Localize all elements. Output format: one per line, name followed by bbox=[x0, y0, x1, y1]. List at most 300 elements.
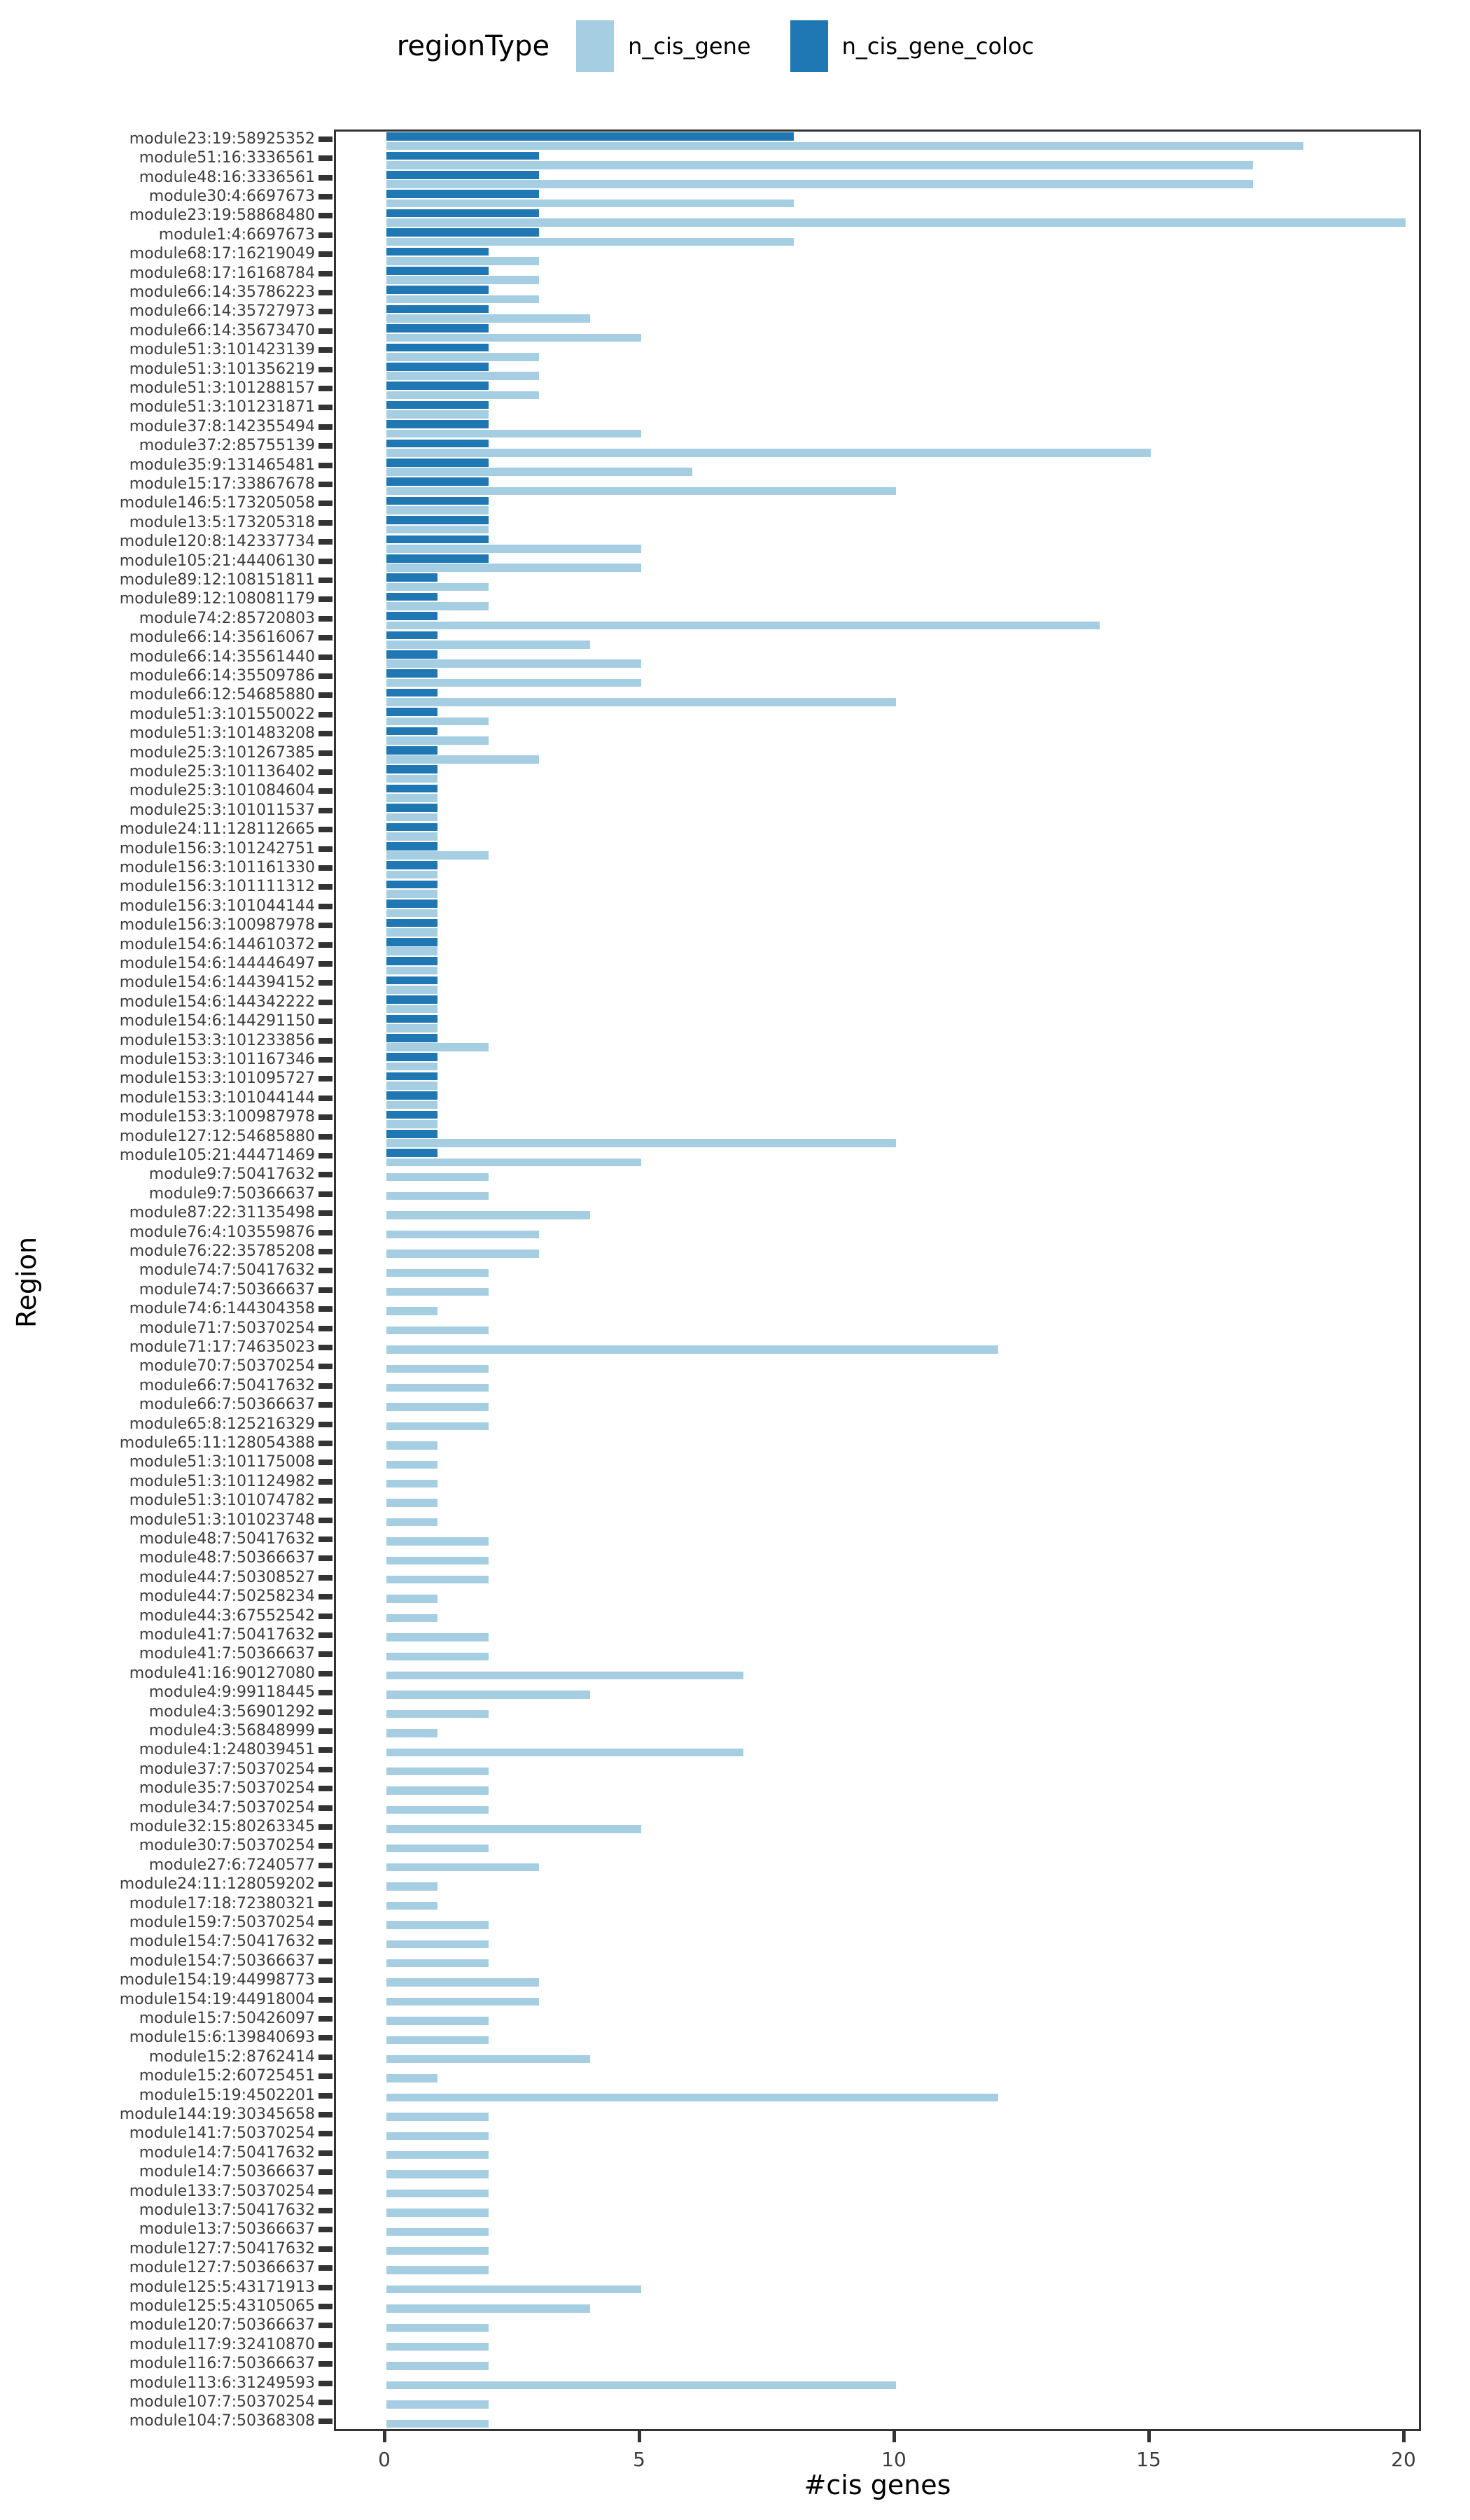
bar-n-cis-gene-coloc bbox=[386, 497, 489, 505]
y-axis-label: module154:19:44998773 bbox=[119, 1971, 315, 1989]
y-axis-label: module153:3:101233856 bbox=[119, 1031, 315, 1049]
y-axis-label: module154:6:144394152 bbox=[119, 974, 315, 992]
y-tick-mark bbox=[318, 328, 332, 334]
y-axis-label: module156:3:100987978 bbox=[119, 916, 315, 934]
bar-n-cis-gene bbox=[386, 967, 438, 975]
y-axis-label: module35:9:131465481 bbox=[129, 456, 315, 474]
y-axis-label: module74:6:144304358 bbox=[129, 1300, 315, 1318]
y-axis-label: module9:7:50417632 bbox=[148, 1166, 315, 1184]
bar-n-cis-gene bbox=[386, 679, 641, 687]
y-axis-label: module30:4:6697673 bbox=[148, 187, 315, 205]
bar-n-cis-gene bbox=[386, 1863, 539, 1872]
y-tick-mark bbox=[318, 1863, 332, 1868]
bar-n-cis-gene-coloc bbox=[386, 765, 438, 774]
bar-n-cis-gene bbox=[386, 2170, 489, 2178]
y-tick-mark bbox=[318, 1555, 332, 1561]
y-tick-mark bbox=[318, 1920, 332, 1926]
bar-n-cis-gene bbox=[386, 736, 489, 745]
bar-n-cis-gene bbox=[386, 1614, 438, 1623]
x-tick-label: 20 bbox=[1391, 2448, 1416, 2471]
bar-n-cis-gene bbox=[386, 1844, 489, 1853]
y-axis-label: module107:7:50370254 bbox=[129, 2393, 315, 2411]
y-axis-label: module51:3:101124982 bbox=[129, 1472, 315, 1490]
bar-n-cis-gene-coloc bbox=[386, 1149, 438, 1157]
y-axis-label: module117:9:32410870 bbox=[129, 2335, 315, 2353]
bar-n-cis-gene-coloc bbox=[386, 267, 489, 275]
y-tick-mark bbox=[318, 1575, 332, 1581]
bar-n-cis-gene-coloc bbox=[386, 995, 438, 1004]
y-axis-label: module15:7:50426097 bbox=[139, 2009, 315, 2027]
y-tick-mark bbox=[318, 347, 332, 353]
bar-n-cis-gene bbox=[386, 794, 438, 802]
bar-n-cis-gene bbox=[386, 2400, 489, 2409]
y-axis-label: module153:3:101044144 bbox=[119, 1088, 315, 1107]
y-axis-label: module37:2:85755139 bbox=[139, 437, 315, 455]
y-axis-label: module13:7:50366637 bbox=[139, 2220, 315, 2239]
bar-n-cis-gene bbox=[386, 180, 1253, 188]
y-tick-mark bbox=[318, 827, 332, 832]
bar-n-cis-gene bbox=[386, 1173, 489, 1182]
y-tick-mark bbox=[318, 1038, 332, 1044]
bar-n-cis-gene-coloc bbox=[386, 209, 539, 218]
y-axis-label: module15:6:139840693 bbox=[129, 2029, 315, 2047]
bar-n-cis-gene bbox=[386, 353, 539, 361]
y-tick-mark bbox=[318, 846, 332, 852]
bar-n-cis-gene-coloc bbox=[386, 1130, 438, 1138]
bar-n-cis-gene bbox=[386, 1595, 438, 1603]
bar-n-cis-gene bbox=[386, 2132, 489, 2141]
bar-n-cis-gene bbox=[386, 2343, 489, 2351]
bar-n-cis-gene-coloc bbox=[386, 420, 489, 428]
bar-n-cis-gene-coloc bbox=[386, 536, 489, 544]
bar-n-cis-gene bbox=[386, 2304, 590, 2313]
y-axis-label: module17:18:72380321 bbox=[129, 1894, 315, 1912]
y-tick-mark bbox=[318, 405, 332, 410]
y-axis-label: module48:7:50366637 bbox=[139, 1549, 315, 1567]
y-axis-label: module30:7:50370254 bbox=[139, 1837, 315, 1855]
bar-n-cis-gene bbox=[386, 1940, 489, 1949]
bar-n-cis-gene bbox=[386, 1729, 438, 1737]
y-tick-mark bbox=[318, 1364, 332, 1369]
bar-n-cis-gene bbox=[386, 238, 794, 246]
y-tick-mark bbox=[318, 1441, 332, 1446]
y-axis-label: module125:5:43105065 bbox=[129, 2297, 315, 2315]
y-axis-label: module37:8:142355494 bbox=[129, 417, 315, 435]
y-tick-mark bbox=[318, 2073, 332, 2079]
bar-n-cis-gene bbox=[386, 1690, 590, 1699]
bar-n-cis-gene-coloc bbox=[386, 708, 438, 716]
y-tick-mark bbox=[318, 559, 332, 564]
y-axis-label: module105:21:44471469 bbox=[119, 1146, 315, 1164]
bar-n-cis-gene bbox=[386, 1158, 641, 1167]
y-tick-mark bbox=[318, 539, 332, 545]
y-tick-mark bbox=[318, 1498, 332, 1504]
bar-n-cis-gene bbox=[386, 2017, 489, 2025]
y-tick-mark bbox=[318, 175, 332, 181]
y-tick-mark bbox=[318, 1345, 332, 1350]
bar-n-cis-gene bbox=[386, 583, 489, 592]
bar-n-cis-gene bbox=[386, 1024, 438, 1032]
y-tick-mark bbox=[318, 904, 332, 909]
legend-item-label: n_cis_gene_coloc bbox=[841, 33, 1035, 59]
y-axis-label: module113:6:31249593 bbox=[129, 2374, 315, 2392]
bar-n-cis-gene-coloc bbox=[386, 458, 489, 467]
y-tick-mark bbox=[318, 2418, 332, 2424]
y-axis-label: module66:7:50366637 bbox=[139, 1396, 315, 1414]
y-axis-label: module14:7:50366637 bbox=[139, 2163, 315, 2181]
bar-n-cis-gene bbox=[386, 449, 1151, 457]
bar-n-cis-gene bbox=[386, 1441, 438, 1450]
bar-n-cis-gene bbox=[386, 1633, 489, 1642]
y-axis-label: module23:19:58925352 bbox=[129, 130, 315, 148]
y-tick-mark bbox=[318, 1767, 332, 1772]
y-axis-label: module70:7:50370254 bbox=[139, 1357, 315, 1376]
y-tick-mark bbox=[318, 1191, 332, 1197]
y-tick-mark bbox=[318, 2285, 332, 2290]
y-axis-label: module144:19:30345658 bbox=[119, 2105, 315, 2123]
y-tick-mark bbox=[318, 1594, 332, 1600]
bar-n-cis-gene bbox=[386, 1307, 438, 1315]
y-tick-mark bbox=[318, 2400, 332, 2405]
y-tick-mark bbox=[318, 2112, 332, 2118]
bar-n-cis-gene bbox=[386, 1288, 489, 1296]
y-axis-label: module48:16:3336561 bbox=[139, 168, 315, 186]
bar-n-cis-gene-coloc bbox=[386, 440, 489, 448]
bar-n-cis-gene bbox=[386, 1250, 539, 1258]
x-tick-mark bbox=[1402, 2431, 1406, 2442]
bar-n-cis-gene bbox=[386, 2036, 489, 2045]
y-tick-mark bbox=[318, 2227, 332, 2232]
bar-n-cis-gene bbox=[386, 2228, 489, 2236]
y-axis-label: module51:3:101231871 bbox=[129, 398, 315, 416]
y-tick-mark bbox=[318, 2016, 332, 2022]
bar-n-cis-gene-coloc bbox=[386, 1091, 438, 1100]
y-tick-mark bbox=[318, 2208, 332, 2213]
bar-n-cis-gene bbox=[386, 2055, 590, 2064]
bar-n-cis-gene-coloc bbox=[386, 899, 438, 908]
y-tick-mark bbox=[318, 1728, 332, 1734]
y-axis-label: module125:5:43171913 bbox=[129, 2278, 315, 2296]
bar-n-cis-gene-coloc bbox=[386, 305, 489, 314]
bar-n-cis-gene bbox=[386, 755, 539, 764]
bar-n-cis-gene bbox=[386, 2266, 489, 2274]
bar-n-cis-gene-coloc bbox=[386, 612, 438, 620]
legend-title: regionType bbox=[396, 30, 550, 62]
y-axis-label: module41:16:90127080 bbox=[129, 1664, 315, 1682]
bar-n-cis-gene-coloc bbox=[386, 650, 438, 659]
y-tick-mark bbox=[318, 1824, 332, 1830]
y-tick-mark bbox=[318, 1959, 332, 1964]
y-axis-label: module66:14:35786223 bbox=[129, 283, 315, 301]
y-tick-mark bbox=[318, 1230, 332, 1236]
y-axis-label: module89:12:108081179 bbox=[119, 590, 315, 608]
y-axis-label: module4:1:248039451 bbox=[139, 1741, 315, 1759]
y-tick-mark bbox=[318, 1268, 332, 1273]
y-tick-mark bbox=[318, 808, 332, 813]
y-axis-label: module23:19:58868480 bbox=[129, 206, 315, 225]
y-axis-label: module66:14:35673470 bbox=[129, 321, 315, 340]
y-tick-mark bbox=[318, 2150, 332, 2156]
bar-n-cis-gene bbox=[386, 1192, 489, 1200]
bar-n-cis-gene bbox=[386, 1978, 539, 1987]
bar-n-cis-gene bbox=[386, 2151, 489, 2160]
y-tick-mark bbox=[318, 635, 332, 640]
y-tick-mark bbox=[318, 213, 332, 218]
x-tick-mark bbox=[1147, 2431, 1151, 2442]
x-tick-mark bbox=[383, 2431, 386, 2442]
y-axis-label: module120:7:50366637 bbox=[129, 2316, 315, 2334]
y-tick-mark bbox=[318, 1843, 332, 1849]
bar-n-cis-gene bbox=[386, 1403, 489, 1411]
y-tick-mark bbox=[318, 2304, 332, 2309]
y-axis-label: module154:6:144610372 bbox=[119, 935, 315, 953]
y-tick-mark bbox=[318, 1671, 332, 1676]
bar-n-cis-gene bbox=[386, 659, 641, 668]
x-tick-label: 0 bbox=[378, 2448, 391, 2471]
x-axis-title: #cis genes bbox=[804, 2470, 951, 2500]
y-tick-mark bbox=[318, 1306, 332, 1312]
y-axis-label: module68:17:16219049 bbox=[129, 245, 315, 263]
bar-n-cis-gene-coloc bbox=[386, 363, 489, 371]
y-tick-mark bbox=[318, 1172, 332, 1177]
bar-n-cis-gene-coloc bbox=[386, 957, 438, 965]
y-tick-mark bbox=[318, 1977, 332, 1983]
y-axis-label: module156:3:101161330 bbox=[119, 858, 315, 876]
y-tick-mark bbox=[318, 1383, 332, 1389]
y-axis-label: module27:6:7240577 bbox=[148, 1856, 315, 1874]
bar-n-cis-gene-coloc bbox=[386, 842, 438, 850]
y-axis-label: module48:7:50417632 bbox=[139, 1530, 315, 1548]
y-axis-label: module4:3:56848999 bbox=[148, 1721, 315, 1740]
bar-n-cis-gene bbox=[386, 257, 539, 265]
y-tick-mark bbox=[318, 692, 332, 698]
y-axis-label: module15:19:4502201 bbox=[139, 2086, 315, 2104]
y-axis-label: module74:7:50366637 bbox=[139, 1280, 315, 1298]
y-tick-mark bbox=[318, 980, 332, 986]
y-tick-mark bbox=[318, 1690, 332, 1695]
bar-n-cis-gene-coloc bbox=[386, 804, 438, 812]
y-tick-mark bbox=[318, 1747, 332, 1753]
bar-n-cis-gene bbox=[386, 928, 438, 937]
y-tick-mark bbox=[318, 616, 332, 622]
y-tick-mark bbox=[318, 386, 332, 391]
bar-n-cis-gene-coloc bbox=[386, 976, 438, 985]
y-tick-mark bbox=[318, 673, 332, 679]
y-axis-label: module127:7:50417632 bbox=[129, 2239, 315, 2258]
y-axis-label: module51:3:101483208 bbox=[129, 724, 315, 743]
y-tick-mark bbox=[318, 1460, 332, 1465]
y-axis-label: module127:12:54685880 bbox=[119, 1127, 315, 1145]
y-axis-label: module14:7:50417632 bbox=[139, 2143, 315, 2162]
bar-n-cis-gene bbox=[386, 1902, 438, 1910]
bar-n-cis-gene bbox=[386, 410, 489, 419]
y-tick-mark bbox=[318, 290, 332, 295]
n-cis-gene-coloc-swatch-icon bbox=[790, 20, 828, 72]
bar-n-cis-gene bbox=[386, 468, 692, 476]
y-tick-mark bbox=[318, 1901, 332, 1907]
y-axis-label: module105:21:44406130 bbox=[119, 552, 315, 570]
y-axis-label: module51:3:101023748 bbox=[129, 1511, 315, 1529]
y-axis-label: module9:7:50366637 bbox=[148, 1184, 315, 1203]
bar-n-cis-gene-coloc bbox=[386, 1072, 438, 1081]
bar-n-cis-gene-coloc bbox=[386, 631, 438, 640]
bar-n-cis-gene-coloc bbox=[386, 593, 438, 601]
bar-n-cis-gene-coloc bbox=[386, 785, 438, 793]
bar-n-cis-gene-coloc bbox=[386, 573, 438, 582]
bar-n-cis-gene bbox=[386, 506, 489, 514]
y-tick-mark bbox=[318, 2381, 332, 2386]
y-tick-mark bbox=[318, 1651, 332, 1657]
y-axis-label: module68:17:16168784 bbox=[129, 264, 315, 282]
y-axis-label: module104:7:50368308 bbox=[129, 2412, 315, 2430]
y-tick-mark bbox=[318, 2093, 332, 2099]
y-axis-label: module51:3:101175008 bbox=[129, 1453, 315, 1471]
y-axis-label: module65:8:125216329 bbox=[129, 1415, 315, 1433]
y-tick-mark bbox=[318, 1000, 332, 1005]
bar-n-cis-gene bbox=[386, 871, 438, 879]
legend-item-n-cis-gene-coloc bbox=[790, 20, 1035, 72]
bar-n-cis-gene bbox=[386, 391, 539, 400]
bar-n-cis-gene-coloc bbox=[386, 190, 539, 198]
y-tick-mark bbox=[318, 194, 332, 200]
y-tick-mark bbox=[318, 923, 332, 928]
y-axis-label: module25:3:101267385 bbox=[129, 743, 315, 762]
bar-n-cis-gene-coloc bbox=[386, 669, 438, 678]
y-tick-mark bbox=[318, 884, 332, 890]
y-axis-label: module66:14:35561440 bbox=[129, 648, 315, 666]
bar-n-cis-gene bbox=[386, 564, 641, 572]
y-axis-label: module154:7:50366637 bbox=[129, 1952, 315, 1970]
y-tick-mark bbox=[318, 1210, 332, 1216]
bar-n-cis-gene bbox=[386, 622, 1100, 630]
y-axis-label: module154:6:144342222 bbox=[119, 993, 315, 1011]
bar-n-cis-gene bbox=[386, 1710, 489, 1718]
bar-n-cis-gene bbox=[386, 2247, 489, 2255]
y-tick-mark bbox=[318, 1614, 332, 1619]
y-axis-label: module66:14:35727973 bbox=[129, 302, 315, 321]
bar-n-cis-gene bbox=[386, 813, 438, 822]
bar-n-cis-gene bbox=[386, 487, 896, 496]
y-axis-label: module66:14:35509786 bbox=[129, 666, 315, 685]
bar-n-cis-gene bbox=[386, 832, 438, 841]
x-tick-mark bbox=[638, 2431, 641, 2442]
y-axis-label: module71:17:74635023 bbox=[129, 1338, 315, 1356]
y-axis-label: module154:19:44918004 bbox=[119, 1990, 315, 2008]
y-tick-mark bbox=[318, 2323, 332, 2328]
bar-n-cis-gene-coloc bbox=[386, 919, 438, 927]
y-axis-label: module51:3:101423139 bbox=[129, 341, 315, 359]
y-axis-label: module25:3:101084604 bbox=[129, 782, 315, 800]
y-axis-label: module25:3:101136402 bbox=[129, 762, 315, 780]
y-axis-label: module44:3:67552542 bbox=[139, 1606, 315, 1625]
y-axis-label: module153:3:101095727 bbox=[119, 1070, 315, 1088]
bar-n-cis-gene bbox=[386, 1384, 489, 1392]
y-axis-label: module71:7:50370254 bbox=[139, 1319, 315, 1337]
y-axis-label: module34:7:50370254 bbox=[139, 1798, 315, 1816]
y-tick-mark bbox=[318, 1402, 332, 1408]
bar-n-cis-gene bbox=[386, 1921, 489, 1929]
y-tick-mark bbox=[318, 1632, 332, 1638]
y-axis-label: module15:2:8762414 bbox=[148, 2047, 315, 2066]
bar-n-cis-gene bbox=[386, 1480, 438, 1488]
bar-n-cis-gene bbox=[386, 1576, 489, 1584]
y-axis-label: module120:8:142337734 bbox=[119, 533, 315, 551]
y-axis-label: module15:17:33867678 bbox=[129, 475, 315, 493]
y-tick-mark bbox=[318, 731, 332, 736]
bar-n-cis-gene-coloc bbox=[386, 516, 489, 524]
y-axis-label: module154:7:50417632 bbox=[129, 1933, 315, 1951]
bar-n-cis-gene bbox=[386, 1120, 438, 1128]
bar-n-cis-gene bbox=[386, 2113, 489, 2121]
bar-n-cis-gene bbox=[386, 295, 539, 304]
bar-n-cis-gene-coloc bbox=[386, 823, 438, 832]
bar-n-cis-gene bbox=[386, 430, 641, 438]
y-axis-label: module116:7:50366637 bbox=[129, 2355, 315, 2373]
y-axis-label: module13:7:50417632 bbox=[139, 2201, 315, 2219]
bar-n-cis-gene bbox=[386, 718, 489, 726]
bar-n-cis-gene bbox=[386, 276, 539, 284]
bar-n-cis-gene-coloc bbox=[386, 152, 539, 160]
y-tick-mark bbox=[318, 769, 332, 775]
bar-n-cis-gene bbox=[386, 602, 489, 610]
bar-n-cis-gene bbox=[386, 1786, 489, 1795]
y-tick-mark bbox=[318, 2035, 332, 2040]
bar-n-cis-gene bbox=[386, 2074, 438, 2082]
y-tick-mark bbox=[318, 1096, 332, 1101]
y-tick-mark bbox=[318, 1882, 332, 1887]
y-tick-mark bbox=[318, 1153, 332, 1158]
bar-n-cis-gene-coloc bbox=[386, 554, 489, 563]
y-tick-mark bbox=[318, 367, 332, 372]
bar-n-cis-gene bbox=[386, 1082, 438, 1090]
x-tick-label: 10 bbox=[881, 2448, 906, 2471]
bar-n-cis-gene bbox=[386, 218, 1406, 227]
bar-n-cis-gene-coloc bbox=[386, 861, 438, 869]
bar-n-cis-gene bbox=[386, 1998, 539, 2006]
bar-n-cis-gene-coloc bbox=[386, 132, 794, 141]
y-axis-label: module153:3:101167346 bbox=[119, 1050, 315, 1068]
y-axis-label: module51:16:3336561 bbox=[139, 149, 315, 167]
y-axis-label: module1:4:6697673 bbox=[158, 225, 315, 244]
y-axis-label: module4:9:99118445 bbox=[148, 1684, 315, 1702]
y-axis-label: module141:7:50370254 bbox=[129, 2124, 315, 2143]
bar-n-cis-gene bbox=[386, 1672, 743, 1680]
y-tick-mark bbox=[318, 1326, 332, 1331]
bar-n-cis-gene bbox=[386, 1043, 489, 1051]
bar-n-cis-gene bbox=[386, 1422, 489, 1431]
bar-n-cis-gene-coloc bbox=[386, 881, 438, 889]
y-axis-label: module51:3:101356219 bbox=[129, 360, 315, 378]
y-tick-mark bbox=[318, 596, 332, 602]
y-tick-mark bbox=[318, 136, 332, 142]
bar-n-cis-gene bbox=[386, 1005, 438, 1014]
y-axis-label: module35:7:50370254 bbox=[139, 1779, 315, 1798]
bar-n-cis-gene bbox=[386, 1959, 489, 1968]
y-tick-mark bbox=[318, 1709, 332, 1715]
bar-n-cis-gene-coloc bbox=[386, 382, 489, 390]
bar-n-cis-gene bbox=[386, 909, 438, 918]
y-tick-mark bbox=[318, 1479, 332, 1485]
bar-n-cis-gene-coloc bbox=[386, 477, 489, 486]
y-tick-mark bbox=[318, 1805, 332, 1811]
bar-n-cis-gene bbox=[386, 1231, 539, 1239]
bar-n-cis-gene-coloc bbox=[386, 1111, 438, 1119]
bar-n-cis-gene bbox=[386, 1139, 896, 1147]
y-tick-mark bbox=[318, 309, 332, 314]
y-tick-mark bbox=[318, 1536, 332, 1542]
bar-n-cis-gene-coloc bbox=[386, 1053, 438, 1061]
bar-n-cis-gene bbox=[386, 1211, 590, 1219]
